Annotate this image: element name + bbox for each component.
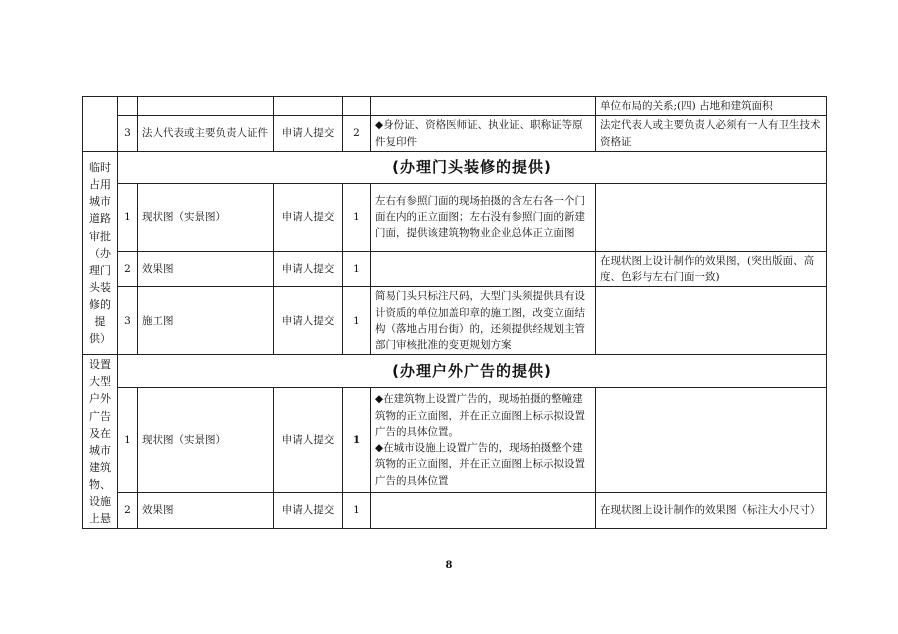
material-name — [138, 97, 274, 116]
material-note — [596, 183, 827, 251]
table-row — [83, 97, 827, 116]
section-title: (办理门头装修的提供) — [118, 151, 827, 183]
copy-count — [343, 97, 371, 116]
row-number: 1 — [118, 183, 138, 251]
page-number: 8 — [445, 560, 453, 571]
submit-method: 申请人提交 — [274, 492, 343, 528]
submit-method: 申请人提交 — [274, 388, 343, 493]
table-row — [83, 388, 827, 493]
table-row — [83, 287, 827, 355]
material-description: 左右有参照门面的现场拍摄的含左右各一个门面在内的正立面图；左右没有参照门面的新建门面，提供该建筑物物业企业总体正立面图 — [371, 183, 596, 251]
material-name: 现状图（实景图） — [138, 388, 274, 493]
copy-count: 1 — [343, 287, 371, 355]
category-label: 临时占用城市道路审批（办理门头装修的提供） — [83, 151, 118, 355]
material-note: 法定代表人或主要负责人必须有一人有卫生技术资格证 — [596, 116, 827, 152]
material-description: 简易门头只标注尺码，大型门头须提供具有设计资质的单位加盖印章的施工图，改变立面结构（落地占用台街）的，还须提供经规划主管部门审核批准的变更规划方案 — [371, 287, 596, 355]
submit-method: 申请人提交 — [274, 183, 343, 251]
copy-count: 2 — [343, 116, 371, 152]
material-name: 施工图 — [138, 287, 274, 355]
row-number: 2 — [118, 492, 138, 528]
copy-count: 1 — [343, 388, 371, 493]
material-name: 效果图 — [138, 492, 274, 528]
submit-method: 申请人提交 — [274, 287, 343, 355]
row-number: 1 — [118, 388, 138, 493]
material-description — [371, 251, 596, 287]
row-number: 2 — [118, 251, 138, 287]
material-description: ◆在建筑物上设置广告的，现场拍摄的整幢建筑物的正立面图，并在正立面图上标示拟设置广告的具体位置。 ◆在城市设施上设置广告的，现场拍摄整个建筑物的正立面图，并在正立面图上标示拟设置广告的具体位置 — [371, 388, 596, 493]
section-title: (办理户外广告的提供) — [118, 355, 827, 388]
table-row — [83, 251, 827, 287]
row-number — [118, 97, 138, 116]
row-number: 3 — [118, 116, 138, 152]
category-cell-blank — [83, 97, 118, 152]
copy-count: 1 — [343, 183, 371, 251]
material-description — [371, 492, 596, 528]
material-description: ◆身份证、资格医师证、执业证、职称证等原件复印件 — [371, 116, 596, 152]
material-note: 单位布局的关系;(四) 占地和建筑面积 — [596, 97, 827, 116]
category-label: 设置大型户外广告及在城市建筑物、设施上悬 — [83, 355, 118, 528]
table-row — [83, 183, 827, 251]
material-note: 在现状图上设计制作的效果图（标注大小尺寸） — [596, 492, 827, 528]
requirements-table — [82, 96, 827, 529]
material-description — [371, 97, 596, 116]
copy-count: 1 — [343, 492, 371, 528]
material-name: 现状图（实景图） — [138, 183, 274, 251]
section-header-row — [83, 151, 827, 183]
submit-method: 申请人提交 — [274, 251, 343, 287]
submit-method — [274, 97, 343, 116]
section-header-row — [83, 355, 827, 388]
copy-count: 1 — [343, 251, 371, 287]
material-name: 法人代表或主要负责人证件 — [138, 116, 274, 152]
submit-method: 申请人提交 — [274, 116, 343, 152]
material-name: 效果图 — [138, 251, 274, 287]
row-number: 3 — [118, 287, 138, 355]
material-note — [596, 388, 827, 493]
material-note — [596, 287, 827, 355]
material-note: 在现状图上设计制作的效果图，(突出版面、高度、色彩与左右门面一致) — [596, 251, 827, 287]
table-row — [83, 492, 827, 528]
table-row — [83, 116, 827, 152]
